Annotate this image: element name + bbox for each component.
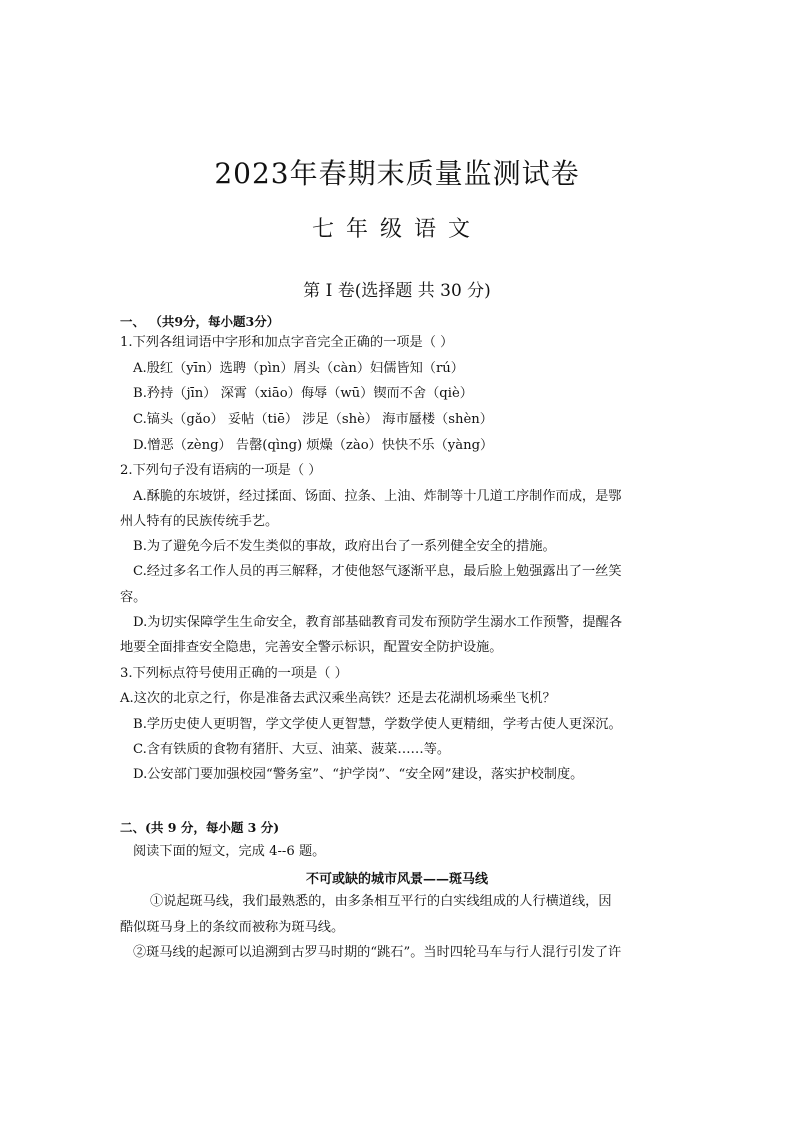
q1-option-c: C.镐头（gǎo） 妥帖（tiē） 涉足（shè） 海市蜃楼（shèn）: [133, 412, 493, 427]
q2-option-b: B.为了避免今后不发生类似的事故，政府出台了一系列健全安全的措施。: [133, 539, 556, 554]
q3-option-a: A.这次的北京之行，你是准备去武汉乘坐高铁？还是去花湖机场乘坐飞机？: [120, 691, 556, 706]
reading-intro: 阅读下面的短文，完成 4--6 题。: [133, 844, 326, 859]
q2-option-a-line1: A.酥脆的东坡饼，经过揉面、饧面、拉条、上油、炸制等十几道工序制作而成，是鄂: [133, 489, 622, 504]
q2-stem: 2.下列句子没有语病的一项是（ ）: [120, 463, 322, 478]
exam-subtitle: 七年级语文: [311, 217, 482, 242]
q3-option-d: D.公安部门要加强校园“警务室”、“护学岗”、“安全网”建设，落实护校制度。: [133, 767, 584, 782]
passage-paragraph2-line1: ②斑马线的起源可以追溯到古罗马时期的“跳石”。当时四轮马车与行人混行引发了许: [133, 945, 622, 960]
exam-title: 2023年春期末质量监测试卷: [214, 157, 580, 190]
q2-option-a-line2: 州人特有的民族传统手艺。: [120, 514, 279, 529]
q1-option-d: D.憎恶（zèng） 告罄(qìng) 烦燥（zào）快快不乐（yàng）: [133, 438, 494, 453]
q3-option-c: C.含有铁质的食物有猪肝、大豆、油菜、菠菜……等。: [133, 742, 451, 757]
q1-option-b: B.矜持（jīn） 深霄（xiāo）侮辱（wū）锲而不舍（qiè）: [133, 386, 473, 401]
section1-heading: 一、 （共9分，每小题3分）: [120, 314, 280, 329]
section2-heading: 二、(共 9 分，每小题 3 分): [120, 820, 280, 835]
q3-option-b: B.学历史使人更明智，学文学使人更智慧，学数学使人更精细，学考古使人更深沉。: [133, 717, 622, 732]
passage-paragraph1-line1: ①说起斑马线，我们最熟悉的，由多条相互平行的白实线组成的人行横道线，因: [150, 894, 612, 909]
q3-stem: 3.下列标点符号使用正确的一项是（ ）: [120, 666, 348, 681]
q2-option-c-line2: 容。: [120, 590, 147, 605]
q2-option-c-line1: C.经过多名工作人员的再三解释，才使他怒气逐渐平息，最后脸上勉强露出了一丝笑: [133, 564, 622, 579]
volume-heading: 第 I 卷(选择题 共 30 分): [303, 281, 491, 301]
q1-stem: 1.下列各组词语中字形和加点字音完全正确的一项是（ ）: [120, 335, 454, 350]
passage-title: 不可或缺的城市风景——斑马线: [305, 872, 488, 887]
q2-option-d-line1: D.为切实保障学生生命安全，教育部基础教育司发布预防学生溺水工作预警，提醒各: [133, 615, 623, 630]
q2-option-d-line2: 地要全面排查安全隐患，完善安全警示标识，配置安全防护设施。: [120, 640, 503, 655]
passage-paragraph1-line2: 酷似斑马身上的条纹而被称为斑马线。: [120, 920, 345, 935]
q1-option-a: A.殷红（yīn）选聘（pìn）屑头（càn）妇儒皆知（rú）: [133, 361, 464, 376]
